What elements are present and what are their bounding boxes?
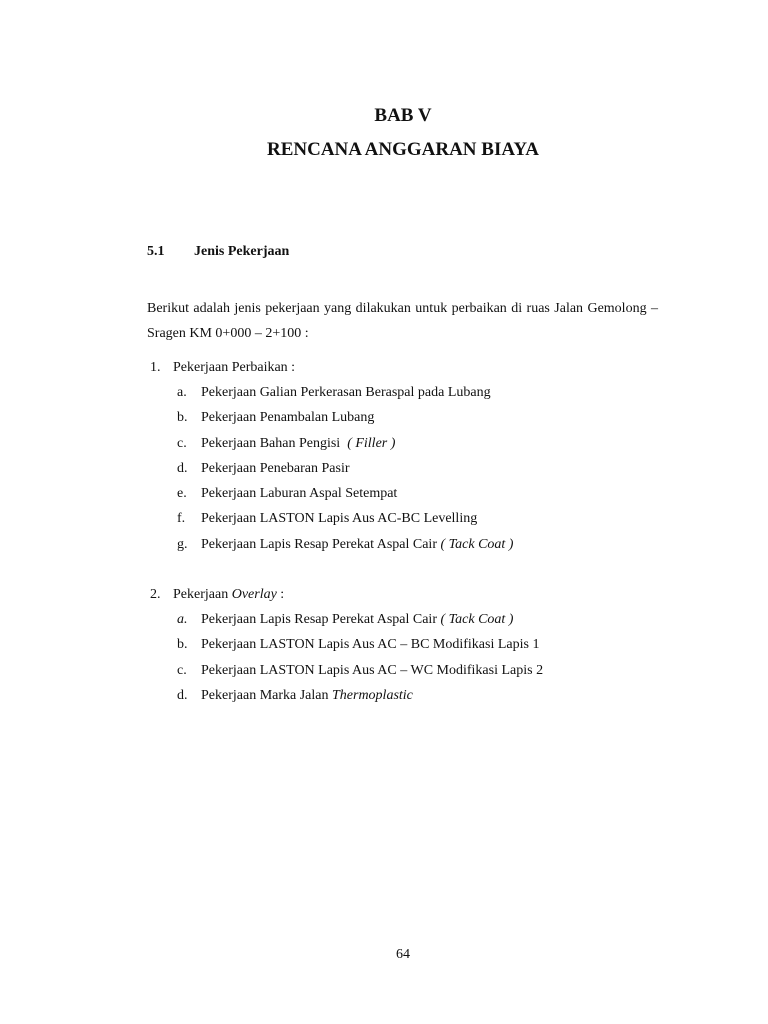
item-text: Pekerjaan Penambalan Lubang	[201, 410, 375, 426]
item-italic-text: ( Tack Coat )	[440, 612, 514, 627]
list-item	[150, 536, 670, 561]
item-letter: d.	[177, 460, 188, 476]
work-item-list	[150, 384, 670, 561]
page-number: 64	[396, 947, 410, 962]
intro-paragraph: Berikut adalah jenis pekerjaan yang dilakukan untuk perbaikan di ruas Jalan Gemolong – Sragen KM 0+000 – 2+100 :	[147, 301, 658, 341]
item-text: Pekerjaan LASTON Lapis Aus AC-BC Levelling	[201, 511, 478, 527]
work-item-list	[150, 611, 670, 712]
item-italic-text: ( Tack Coat )	[440, 536, 514, 552]
list-item	[150, 460, 670, 485]
item-text: Pekerjaan Bahan Pengisi	[201, 435, 344, 451]
list-item	[150, 510, 670, 535]
section-title: Jenis Pekerjaan	[194, 244, 290, 259]
list-item	[150, 485, 670, 510]
work-group-repair	[150, 359, 670, 561]
list-item	[150, 611, 670, 636]
item-text: Pekerjaan Laburan Aspal Setempat	[201, 486, 398, 502]
list-item	[150, 409, 670, 434]
item-italic-text: Thermoplastic	[332, 687, 413, 703]
work-group-overlay	[150, 586, 670, 712]
group-title	[150, 359, 670, 384]
item-letter: a.	[177, 385, 187, 400]
list-item	[150, 384, 670, 409]
group-title	[150, 586, 670, 611]
item-letter: c.	[177, 435, 187, 451]
item-letter: b.	[177, 410, 188, 426]
group-label: Pekerjaan Perbaikan :	[173, 360, 296, 375]
group-number: 2.	[150, 587, 161, 602]
chapter-heading: BAB V	[374, 105, 432, 126]
item-letter: f.	[177, 511, 186, 527]
item-text: Pekerjaan Penebaran Pasir	[201, 460, 350, 476]
item-letter: g.	[177, 536, 188, 552]
item-text: Pekerjaan Lapis Resap Perekat Aspal Cair	[201, 612, 441, 627]
group-number: 1.	[150, 360, 161, 375]
item-text: Pekerjaan LASTON Lapis Aus AC – BC Modifikasi Lapis 1	[201, 637, 540, 653]
chapter-title: RENCANA ANGGARAN BIAYA	[266, 139, 540, 160]
item-letter: d.	[177, 687, 188, 703]
item-text: Pekerjaan Marka Jalan	[201, 687, 332, 703]
item-italic-text: ( Filler )	[343, 435, 396, 451]
item-letter: c.	[177, 662, 187, 678]
group-label-italic: Overlay	[231, 587, 277, 602]
item-text: Pekerjaan Galian Perkerasan Beraspal pada Lubang	[201, 385, 491, 400]
group-label-suffix: :	[276, 587, 285, 602]
list-item	[150, 687, 670, 712]
list-item	[150, 662, 670, 687]
item-text: Pekerjaan Lapis Resap Perekat Aspal Cair	[201, 536, 441, 552]
group-label-prefix: Pekerjaan	[173, 587, 232, 602]
section-heading	[147, 243, 289, 261]
list-item	[150, 636, 670, 661]
item-text: Pekerjaan LASTON Lapis Aus AC – WC Modifikasi Lapis 2	[201, 662, 544, 678]
section-number: 5.1	[147, 244, 165, 259]
item-letter: b.	[177, 637, 188, 653]
item-letter: a.	[177, 612, 188, 627]
item-letter: e.	[177, 486, 187, 502]
list-item	[150, 435, 670, 460]
